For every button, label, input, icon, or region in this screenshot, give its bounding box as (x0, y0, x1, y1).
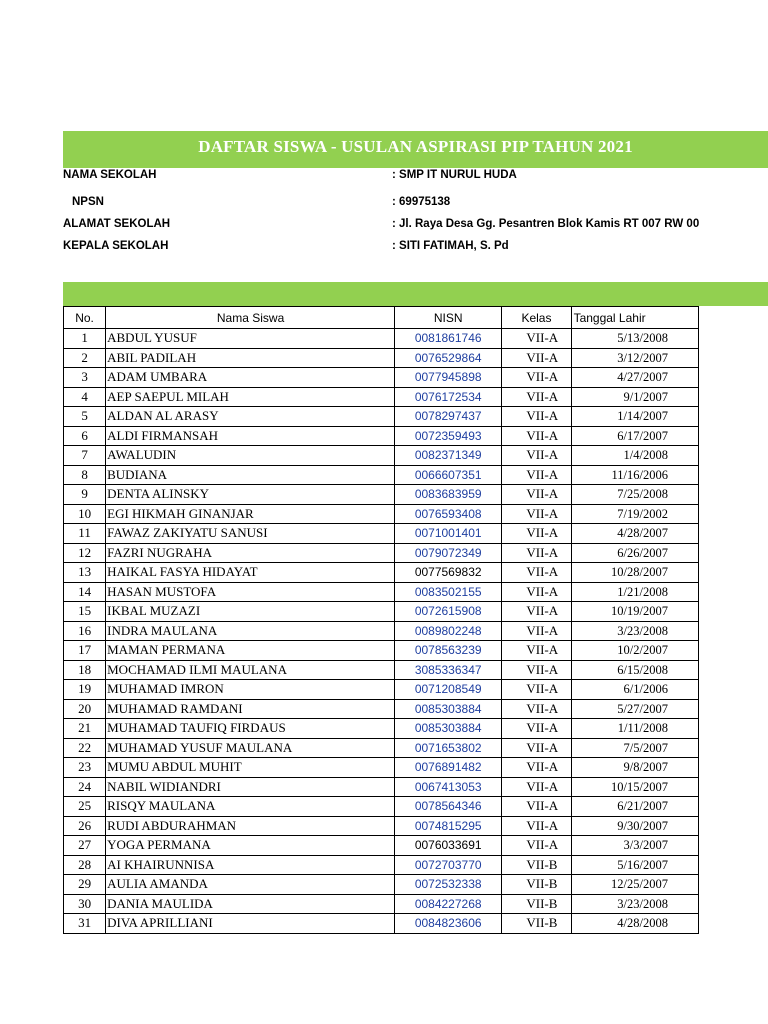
cell-tanggal-lahir: 3/3/2007 (571, 836, 698, 856)
table-row (64, 368, 699, 388)
cell-kelas: VII-A (502, 563, 571, 583)
cell-nama-siswa: INDRA MAULANA (106, 621, 395, 641)
cell-tanggal-lahir: 11/16/2006 (571, 465, 698, 485)
cell-kelas: VII-A (502, 621, 571, 641)
cell-tanggal-lahir: 5/27/2007 (571, 699, 698, 719)
cell-tanggal-lahir: 10/28/2007 (571, 563, 698, 583)
cell-kelas: VII-A (502, 543, 571, 563)
cell-nisn[interactable]: 0076891482 (395, 758, 502, 778)
table-row (64, 426, 699, 446)
table-row (64, 641, 699, 661)
document-title: DAFTAR SISWA - USULAN ASPIRASI PIP TAHUN 2021 (198, 137, 633, 156)
cell-nisn[interactable]: 0076529864 (395, 348, 502, 368)
cell-kelas: VII-B (502, 855, 571, 875)
cell-tanggal-lahir: 9/30/2007 (571, 816, 698, 836)
cell-tanggal-lahir: 1/14/2007 (571, 407, 698, 427)
cell-tanggal-lahir: 6/17/2007 (571, 426, 698, 446)
cell-nisn[interactable]: 0089802248 (395, 621, 502, 641)
cell-no: 30 (64, 894, 106, 914)
cell-no: 22 (64, 738, 106, 758)
cell-no: 18 (64, 660, 106, 680)
cell-nama-siswa: MUHAMAD YUSUF MAULANA (106, 738, 395, 758)
cell-tanggal-lahir: 1/21/2008 (571, 582, 698, 602)
cell-nama-siswa: MUHAMAD IMRON (106, 680, 395, 700)
cell-nisn[interactable]: 0072615908 (395, 602, 502, 622)
cell-no: 15 (64, 602, 106, 622)
cell-tanggal-lahir: 6/26/2007 (571, 543, 698, 563)
cell-kelas: VII-A (502, 816, 571, 836)
cell-nama-siswa: ABIL PADILAH (106, 348, 395, 368)
cell-nisn: 0076033691 (395, 836, 502, 856)
table-row (64, 621, 699, 641)
cell-tanggal-lahir: 3/12/2007 (571, 348, 698, 368)
cell-nisn[interactable]: 0085303884 (395, 699, 502, 719)
header-nisn: NISN (395, 307, 502, 329)
cell-nama-siswa: ALDI FIRMANSAH (106, 426, 395, 446)
cell-nisn[interactable]: 0081861746 (395, 329, 502, 349)
cell-nisn[interactable]: 0072359493 (395, 426, 502, 446)
table-row (64, 758, 699, 778)
cell-nama-siswa: RISQY MAULANA (106, 797, 395, 817)
cell-kelas: VII-A (502, 660, 571, 680)
cell-kelas: VII-A (502, 465, 571, 485)
table-row (64, 699, 699, 719)
cell-tanggal-lahir: 7/25/2008 (571, 485, 698, 505)
cell-nama-siswa: RUDI ABDURAHMAN (106, 816, 395, 836)
cell-nisn[interactable]: 0085303884 (395, 719, 502, 739)
table-row (64, 524, 699, 544)
cell-nama-siswa: MUHAMAD RAMDANI (106, 699, 395, 719)
info-value-kepala: : SITI FATIMAH, S. Pd (392, 240, 509, 252)
table-row (64, 504, 699, 524)
cell-kelas: VII-A (502, 738, 571, 758)
cell-nama-siswa: FAWAZ ZAKIYATU SANUSI (106, 524, 395, 544)
cell-nama-siswa: YOGA PERMANA (106, 836, 395, 856)
table-row (64, 329, 699, 349)
cell-kelas: VII-A (502, 719, 571, 739)
info-value-npsn: : 69975138 (392, 196, 451, 208)
info-value-nama-sekolah: : SMP IT NURUL HUDA (392, 169, 517, 181)
cell-no: 8 (64, 465, 106, 485)
cell-nisn[interactable]: 0078297437 (395, 407, 502, 427)
table-row (64, 407, 699, 427)
table-row (64, 348, 699, 368)
cell-nama-siswa: NABIL WIDIANDRI (106, 777, 395, 797)
cell-no: 26 (64, 816, 106, 836)
cell-kelas: VII-A (502, 329, 571, 349)
cell-no: 4 (64, 387, 106, 407)
header-kelas: Kelas (502, 307, 571, 329)
cell-tanggal-lahir: 10/15/2007 (571, 777, 698, 797)
info-value-alamat: : Jl. Raya Desa Gg. Pesantren Blok Kamis RT 007 RW 00 (392, 218, 700, 230)
cell-kelas: VII-A (502, 407, 571, 427)
cell-nama-siswa: IKBAL MUZAZI (106, 602, 395, 622)
table-row (64, 894, 699, 914)
cell-no: 19 (64, 680, 106, 700)
cell-no: 9 (64, 485, 106, 505)
cell-nama-siswa: HAIKAL FASYA HIDAYAT (106, 563, 395, 583)
cell-nisn[interactable]: 0072703770 (395, 855, 502, 875)
info-label-npsn: NPSN (72, 196, 104, 208)
cell-tanggal-lahir: 12/25/2007 (571, 875, 698, 895)
cell-tanggal-lahir: 4/27/2007 (571, 368, 698, 388)
cell-no: 28 (64, 855, 106, 875)
cell-nama-siswa: FAZRI NUGRAHA (106, 543, 395, 563)
cell-tanggal-lahir: 9/1/2007 (571, 387, 698, 407)
cell-no: 13 (64, 563, 106, 583)
header-no: No. (64, 307, 106, 329)
cell-nama-siswa: EGI HIKMAH GINANJAR (106, 504, 395, 524)
cell-nama-siswa: ADAM UMBARA (106, 368, 395, 388)
table-row (64, 816, 699, 836)
cell-tanggal-lahir: 6/1/2006 (571, 680, 698, 700)
cell-tanggal-lahir: 1/11/2008 (571, 719, 698, 739)
table-row (64, 738, 699, 758)
cell-tanggal-lahir: 5/16/2007 (571, 855, 698, 875)
cell-nisn[interactable]: 0083502155 (395, 582, 502, 602)
cell-no: 21 (64, 719, 106, 739)
cell-no: 12 (64, 543, 106, 563)
student-table (63, 306, 699, 934)
cell-no: 24 (64, 777, 106, 797)
cell-nisn[interactable]: 3085336347 (395, 660, 502, 680)
table-row (64, 446, 699, 466)
cell-kelas: VII-B (502, 914, 571, 934)
cell-tanggal-lahir: 6/21/2007 (571, 797, 698, 817)
cell-nama-siswa: AWALUDIN (106, 446, 395, 466)
cell-tanggal-lahir: 7/19/2002 (571, 504, 698, 524)
title-banner (63, 131, 768, 168)
table-row (64, 543, 699, 563)
cell-no: 31 (64, 914, 106, 934)
cell-no: 5 (64, 407, 106, 427)
cell-kelas: VII-A (502, 641, 571, 661)
table-row (64, 680, 699, 700)
cell-kelas: VII-B (502, 875, 571, 895)
cell-kelas: VII-A (502, 348, 571, 368)
table-row (64, 563, 699, 583)
cell-no: 16 (64, 621, 106, 641)
cell-tanggal-lahir: 6/15/2008 (571, 660, 698, 680)
cell-kelas: VII-A (502, 582, 571, 602)
cell-kelas: VII-A (502, 426, 571, 446)
cell-nisn[interactable]: 0077945898 (395, 368, 502, 388)
cell-nisn[interactable]: 0078563239 (395, 641, 502, 661)
cell-nama-siswa: AULIA AMANDA (106, 875, 395, 895)
cell-nama-siswa: MUHAMAD TAUFIQ FIRDAUS (106, 719, 395, 739)
cell-kelas: VII-A (502, 485, 571, 505)
cell-no: 3 (64, 368, 106, 388)
cell-nama-siswa: MUMU ABDUL MUHIT (106, 758, 395, 778)
table-row (64, 465, 699, 485)
cell-no: 23 (64, 758, 106, 778)
cell-nisn[interactable]: 0071208549 (395, 680, 502, 700)
table-top-banner (63, 282, 768, 306)
cell-nama-siswa: MAMAN PERMANA (106, 641, 395, 661)
cell-no: 14 (64, 582, 106, 602)
cell-tanggal-lahir: 3/23/2008 (571, 621, 698, 641)
cell-nama-siswa: MOCHAMAD ILMI MAULANA (106, 660, 395, 680)
cell-kelas: VII-A (502, 797, 571, 817)
cell-tanggal-lahir: 9/8/2007 (571, 758, 698, 778)
cell-nisn[interactable]: 0074815295 (395, 816, 502, 836)
cell-nisn[interactable]: 0078564346 (395, 797, 502, 817)
table-row (64, 875, 699, 895)
cell-tanggal-lahir: 1/4/2008 (571, 446, 698, 466)
cell-tanggal-lahir: 4/28/2008 (571, 914, 698, 934)
cell-no: 7 (64, 446, 106, 466)
cell-nama-siswa: DENTA ALINSKY (106, 485, 395, 505)
info-label-alamat: ALAMAT SEKOLAH (63, 218, 171, 230)
table-row (64, 777, 699, 797)
cell-kelas: VII-A (502, 524, 571, 544)
table-body (64, 329, 699, 934)
cell-kelas: VII-A (502, 368, 571, 388)
cell-kelas: VII-A (502, 504, 571, 524)
cell-kelas: VII-A (502, 777, 571, 797)
cell-nisn[interactable]: 0067413053 (395, 777, 502, 797)
cell-nisn[interactable]: 0084227268 (395, 894, 502, 914)
info-label-kepala: KEPALA SEKOLAH (63, 240, 169, 252)
cell-nama-siswa: AEP SAEPUL MILAH (106, 387, 395, 407)
header-nama-siswa: Nama Siswa (106, 307, 395, 329)
cell-kelas: VII-A (502, 602, 571, 622)
table-row (64, 855, 699, 875)
cell-kelas: VII-A (502, 446, 571, 466)
cell-no: 17 (64, 641, 106, 661)
cell-nisn[interactable]: 0079072349 (395, 543, 502, 563)
cell-nisn[interactable]: 0071001401 (395, 524, 502, 544)
cell-kelas: VII-A (502, 699, 571, 719)
cell-nisn: 0077569832 (395, 563, 502, 583)
cell-kelas: VII-A (502, 836, 571, 856)
cell-kelas: VII-A (502, 387, 571, 407)
table-row (64, 582, 699, 602)
cell-kelas: VII-A (502, 680, 571, 700)
cell-nama-siswa: DIVA APRILLIANI (106, 914, 395, 934)
cell-tanggal-lahir: 10/19/2007 (571, 602, 698, 622)
cell-no: 10 (64, 504, 106, 524)
cell-kelas: VII-B (502, 894, 571, 914)
cell-nama-siswa: AI KHAIRUNNISA (106, 855, 395, 875)
table-row (64, 602, 699, 622)
cell-nama-siswa: BUDIANA (106, 465, 395, 485)
table-row (64, 660, 699, 680)
table-row (64, 485, 699, 505)
cell-nama-siswa: ALDAN AL ARASY (106, 407, 395, 427)
cell-no: 6 (64, 426, 106, 446)
cell-tanggal-lahir: 4/28/2007 (571, 524, 698, 544)
cell-nisn[interactable]: 0083683959 (395, 485, 502, 505)
cell-nisn[interactable]: 0066607351 (395, 465, 502, 485)
cell-no: 1 (64, 329, 106, 349)
cell-nisn[interactable]: 0072532338 (395, 875, 502, 895)
cell-no: 20 (64, 699, 106, 719)
table-row (64, 719, 699, 739)
cell-nisn[interactable]: 0071653802 (395, 738, 502, 758)
cell-nisn[interactable]: 0082371349 (395, 446, 502, 466)
table-row (64, 836, 699, 856)
cell-no: 27 (64, 836, 106, 856)
cell-nama-siswa: ABDUL YUSUF (106, 329, 395, 349)
cell-nama-siswa: DANIA MAULIDA (106, 894, 395, 914)
cell-nisn[interactable]: 0076593408 (395, 504, 502, 524)
header-tanggal-lahir: Tanggal Lahir (571, 307, 698, 329)
cell-no: 25 (64, 797, 106, 817)
table-row (64, 914, 699, 934)
cell-no: 11 (64, 524, 106, 544)
cell-tanggal-lahir: 5/13/2008 (571, 329, 698, 349)
table-row (64, 797, 699, 817)
cell-tanggal-lahir: 3/23/2008 (571, 894, 698, 914)
cell-tanggal-lahir: 10/2/2007 (571, 641, 698, 661)
cell-nama-siswa: HASAN MUSTOFA (106, 582, 395, 602)
info-label-nama-sekolah: NAMA SEKOLAH (63, 169, 157, 181)
table-row (64, 387, 699, 407)
cell-tanggal-lahir: 7/5/2007 (571, 738, 698, 758)
cell-no: 29 (64, 875, 106, 895)
cell-kelas: VII-A (502, 758, 571, 778)
cell-nisn[interactable]: 0076172534 (395, 387, 502, 407)
cell-nisn[interactable]: 0084823606 (395, 914, 502, 934)
cell-no: 2 (64, 348, 106, 368)
table-header-row (64, 307, 699, 329)
